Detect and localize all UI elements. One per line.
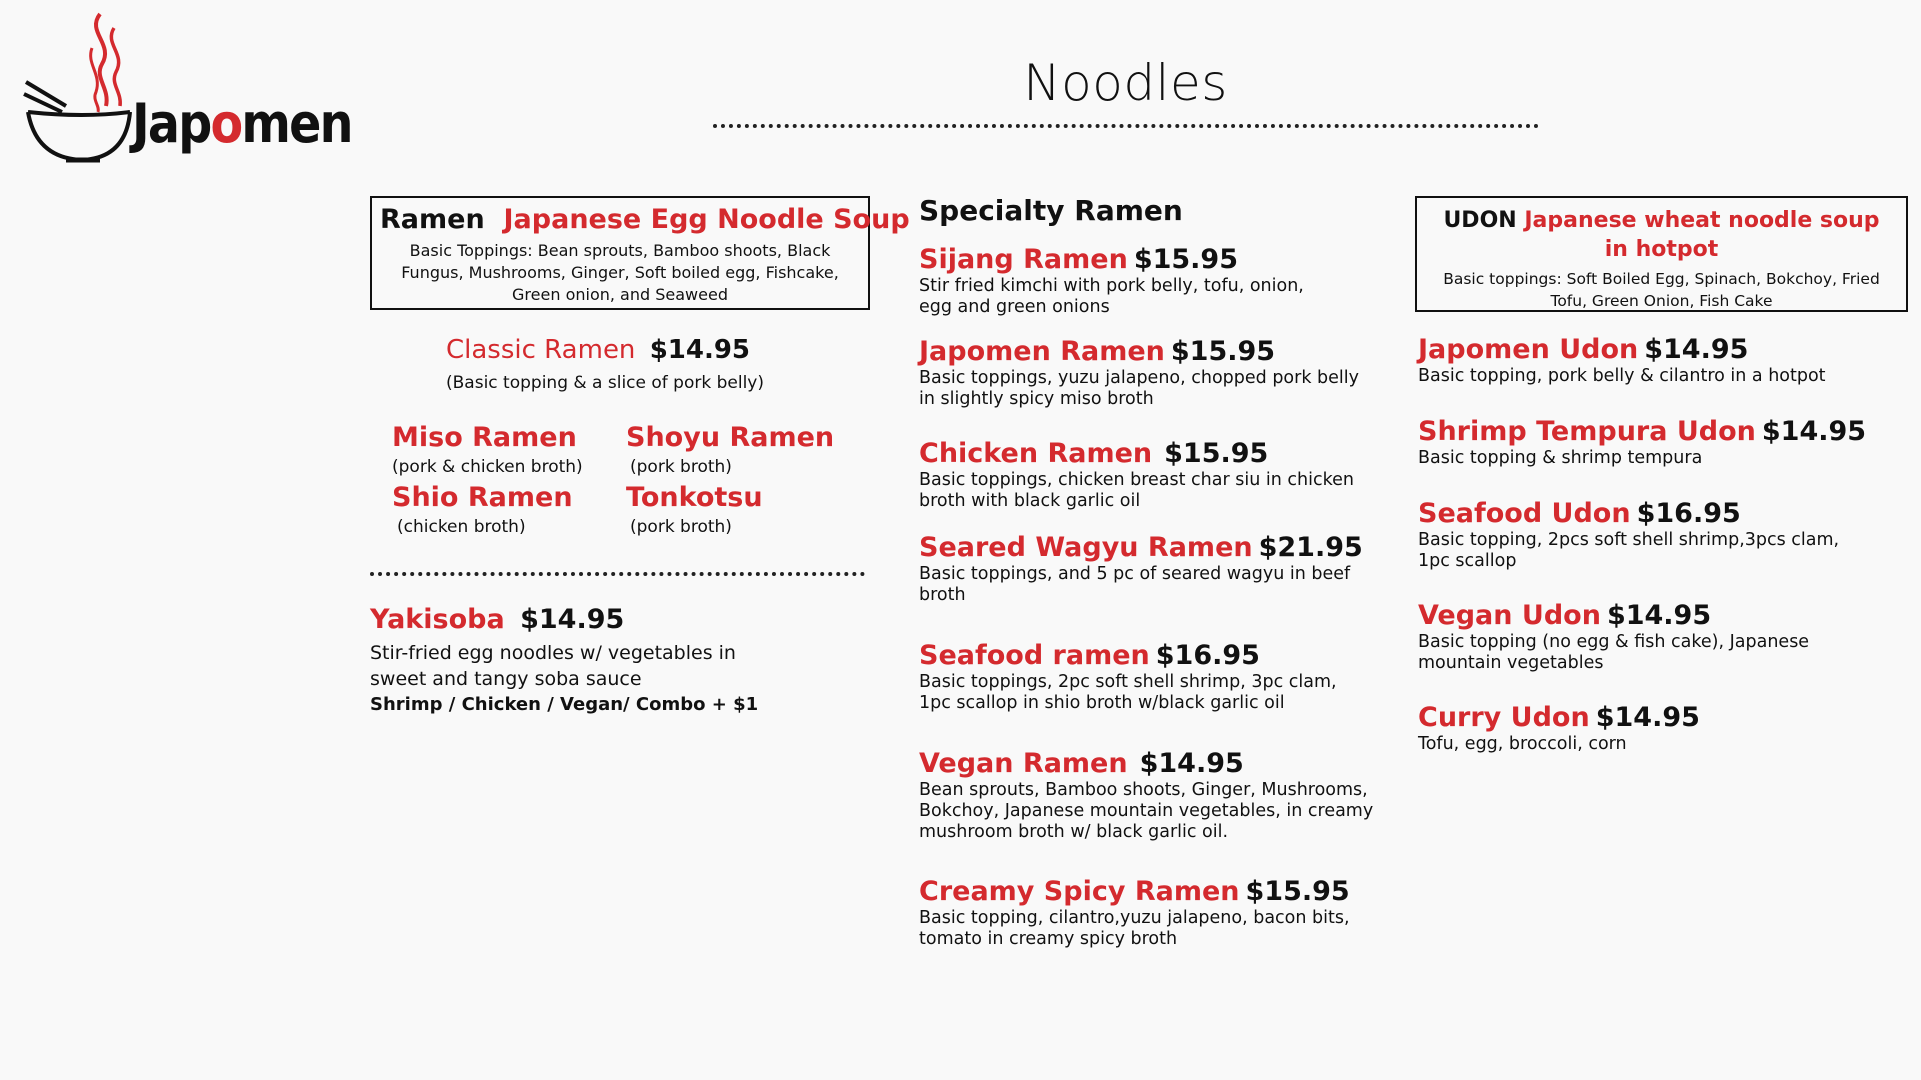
- item-price: $14.95: [1139, 748, 1244, 779]
- item-desc: Basic topping (no egg & fish cake), Japanese mountain vegetables: [1418, 632, 1810, 673]
- item-price: $14.95: [1644, 334, 1749, 365]
- item-price: $21.95: [1258, 532, 1363, 563]
- item-desc: Basic toppings, chicken breast char siu in chicken broth with black garlic oil: [919, 470, 1354, 511]
- item-price: $14.95: [1761, 416, 1867, 447]
- item-name: Creamy Spicy Ramen: [919, 876, 1240, 907]
- item-name: Seared Wagyu Ramen: [919, 532, 1253, 563]
- item-price: $14.95: [1606, 600, 1712, 631]
- udon-basic-toppings: Basic toppings: Soft Boiled Egg, Spinach, Bokchoy, Fried Tofu, Green Onion, Fish Cake: [1443, 270, 1880, 310]
- item-name: Sijang Ramen: [919, 244, 1128, 275]
- udon-info-box: [1415, 196, 1908, 312]
- menu-item: [1418, 416, 1898, 469]
- menu-item: [1418, 334, 1898, 387]
- udon-box-heading: UDON Japanese wheat noodle soup in hotpot: [1443, 208, 1880, 262]
- yakisoba-item: [370, 604, 830, 718]
- menu-item: [919, 876, 1399, 950]
- item-name: Curry Udon: [1418, 702, 1590, 733]
- menu-item: [1418, 702, 1898, 755]
- yakisoba-desc-line2: sweet and tangy soba sauce: [370, 668, 642, 690]
- item-desc: Basic toppings, and 5 pc of seared wagyu in beef broth: [919, 564, 1351, 605]
- list-item: [626, 482, 763, 538]
- menu-item: [919, 532, 1399, 606]
- classic-ramen-name: Classic Ramen: [446, 335, 636, 365]
- menu-item: [919, 336, 1399, 410]
- item-desc: Basic toppings, 2pc soft shell shrimp, 3pc clam, 1pc scallop in shio broth w/black garlic oil: [919, 672, 1337, 713]
- ramen-box-heading: Ramen Japanese Egg Noodle Soup: [380, 204, 910, 235]
- ramen-basic-toppings: Basic Toppings: Bean sprouts, Bamboo shoots, Black Fungus, Mushrooms, Ginger, Soft boiled egg, Fishcake, Green onion, and Seaweed: [401, 241, 839, 304]
- item-price: $14.95: [1595, 702, 1700, 733]
- item-name: Vegan Udon: [1418, 600, 1601, 631]
- item-price: $15.95: [1170, 336, 1276, 367]
- yakisoba-desc-line1: Stir-fried egg noodles w/ vegetables in: [370, 642, 736, 664]
- list-item: [392, 482, 573, 538]
- section-divider: [370, 572, 865, 576]
- variety-desc: (chicken broth): [397, 517, 526, 537]
- item-name: Japomen Udon: [1418, 334, 1639, 365]
- menu-item: [1418, 498, 1898, 572]
- item-price: $15.95: [1164, 438, 1269, 469]
- classic-ramen-desc: (Basic topping & a slice of pork belly): [446, 373, 764, 393]
- menu-item: [919, 640, 1399, 714]
- title-divider: [713, 124, 1539, 128]
- specialty-ramen-heading: Specialty Ramen: [919, 194, 1183, 227]
- variety-name: Tonkotsu: [626, 482, 763, 513]
- item-name: Shrimp Tempura Udon: [1418, 416, 1756, 447]
- variety-desc: (pork & chicken broth): [392, 457, 583, 477]
- brand-wordmark: Japomen: [132, 92, 352, 155]
- variety-desc: (pork broth): [630, 517, 732, 537]
- item-desc: Basic topping, pork belly & cilantro in a hotpot: [1418, 366, 1826, 386]
- item-name: Vegan Ramen: [919, 748, 1128, 779]
- list-item: [392, 422, 583, 478]
- page-title: Noodles: [1023, 54, 1228, 112]
- variety-name: Shoyu Ramen: [626, 422, 835, 453]
- menu-item: [919, 748, 1399, 843]
- item-name: Seafood ramen: [919, 640, 1150, 671]
- variety-name: Miso Ramen: [392, 422, 577, 453]
- yakisoba-price: $14.95: [520, 604, 625, 635]
- classic-ramen-price: $14.95: [649, 335, 751, 365]
- item-name: Japomen Ramen: [919, 336, 1165, 367]
- ramen-info-box: [370, 196, 910, 310]
- classic-ramen-item: [446, 334, 764, 394]
- item-price: $16.95: [1155, 640, 1260, 671]
- yakisoba-options: Shrimp / Chicken / Vegan/ Combo + $1: [370, 694, 759, 715]
- yakisoba-name: Yakisoba: [370, 604, 505, 635]
- variety-name: Shio Ramen: [392, 482, 573, 513]
- menu-item: [1418, 600, 1898, 674]
- item-price: $15.95: [1133, 244, 1239, 275]
- item-name: Seafood Udon: [1418, 498, 1631, 529]
- item-desc: Basic topping, cilantro,yuzu jalapeno, bacon bits, tomato in creamy spicy broth: [919, 908, 1350, 949]
- item-desc: Basic toppings, yuzu jalapeno, chopped pork belly in slightly spicy miso broth: [919, 368, 1359, 409]
- variety-desc: (pork broth): [630, 457, 732, 477]
- item-desc: Stir fried kimchi with pork belly, tofu, onion, egg and green onions: [919, 276, 1304, 317]
- item-price: $15.95: [1245, 876, 1350, 907]
- list-item: [626, 422, 834, 478]
- item-desc: Bean sprouts, Bamboo shoots, Ginger, Mushrooms, Bokchoy, Japanese mountain vegetables, in creamy mushroom broth w/ black garlic oil.: [919, 780, 1374, 842]
- item-desc: Basic topping & shrimp tempura: [1418, 448, 1703, 468]
- item-desc: Basic topping, 2pcs soft shell shrimp,3pcs clam, 1pc scallop: [1418, 530, 1840, 571]
- item-name: Chicken Ramen: [919, 438, 1153, 469]
- menu-item: [919, 244, 1399, 318]
- item-desc: Tofu, egg, broccoli, corn: [1418, 734, 1627, 754]
- menu-item: [919, 438, 1399, 512]
- item-price: $16.95: [1636, 498, 1741, 529]
